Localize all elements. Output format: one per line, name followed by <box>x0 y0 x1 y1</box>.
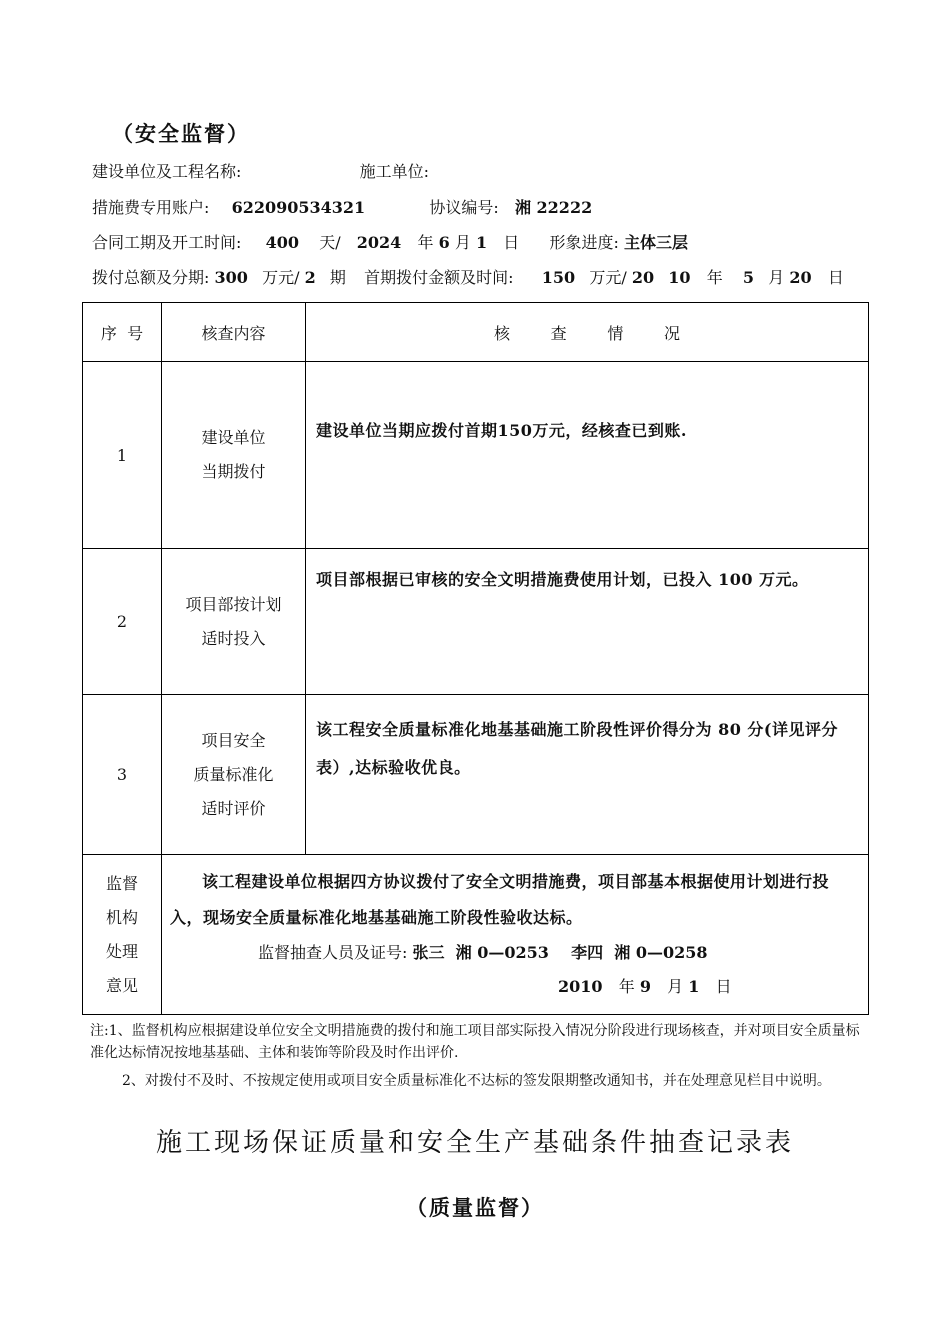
start-year: 2024 <box>356 233 402 252</box>
row-item <box>162 549 306 695</box>
header-detail: 核 查 情 况 <box>306 303 869 362</box>
table-row <box>83 549 869 695</box>
first-year-unit: 年 <box>706 268 723 287</box>
info-line-3 <box>92 231 688 255</box>
date-year: 2010 <box>558 976 603 996</box>
first-amount-unit: 万元/ <box>589 268 627 287</box>
inspector-names: 张三 湘 0—0253 李四 湘 0—0258 <box>412 942 708 962</box>
row-number: 2 <box>83 549 162 695</box>
first-month-unit: 月 <box>768 268 785 287</box>
date-month-unit: 月 <box>667 976 684 996</box>
progress-value: 主体三层 <box>623 233 688 252</box>
agreement-value: 湘 22222 <box>514 198 593 217</box>
row-item-line: 项目安全 <box>201 730 266 750</box>
date-year-unit: 年 <box>618 976 635 996</box>
contract-days: 400 <box>265 233 299 252</box>
opinion-label-line: 监督 <box>105 873 138 893</box>
row-detail: 项目部根据已审核的安全文明措施费使用计划，已投入 100 万元。 <box>306 549 869 695</box>
row-item-line: 适时评价 <box>201 798 266 818</box>
section-title: （安全监督） <box>112 121 250 146</box>
table-row <box>83 695 869 855</box>
inspection-table <box>82 302 869 1015</box>
info-line-2 <box>92 196 592 220</box>
start-month: 6 <box>438 233 450 252</box>
table-row <box>83 362 869 549</box>
payment-unit: 万元/ <box>262 268 300 287</box>
first-amount: 150 <box>541 268 576 287</box>
table-header-row <box>83 303 869 362</box>
contract-label: 合同工期及开工时间: <box>92 233 242 252</box>
note-1: 注:1、监督机构应根据建设单位安全文明措施费的拨付和施工项目部实际投入情况分阶段进行现场核查，并对项目安全质量标准化达标情况按地基基础、主体和装饰等阶段及时作出评价. <box>90 1023 860 1061</box>
opinion-content <box>162 855 869 1015</box>
info-line-1 <box>92 160 429 184</box>
date-month: 9 <box>639 976 651 996</box>
opinion-date <box>170 970 860 1004</box>
first-month: 5 <box>742 268 755 287</box>
row-item-line: 适时投入 <box>201 628 266 648</box>
row-item <box>162 695 306 855</box>
agreement-label: 协议编号: <box>429 198 499 217</box>
days-unit: 天/ <box>319 233 341 252</box>
account-value: 622090534321 <box>231 198 366 217</box>
date-day: 1 <box>688 976 700 996</box>
row-item-line: 建设单位 <box>201 428 266 447</box>
first-day: 20 <box>789 268 812 287</box>
opinion-text: 该工程建设单位根据四方协议拨付了安全文明措施费，项目部基本根据使用计划进行投入，现场安全质量标准化地基基础施工阶段性验收达标。 <box>170 871 830 927</box>
row-detail: 该工程安全质量标准化地基基础施工阶段性评价得分为 80 分(详见评分表）,达标验收优良。 <box>306 695 869 855</box>
row-item <box>162 362 306 549</box>
next-form-subtitle: （质量监督） <box>406 1195 544 1220</box>
first-year-a: 20 <box>631 268 655 287</box>
row-number: 3 <box>83 695 162 855</box>
row-detail: 建设单位当期应拨付首期150万元，经核查已到账. <box>306 362 869 549</box>
row-number: 1 <box>83 362 162 549</box>
inspector-line <box>170 936 860 970</box>
opinion-row <box>83 855 869 1015</box>
date-day-unit: 日 <box>715 976 732 996</box>
inspector-label: 监督抽查人员及证号: <box>258 942 408 962</box>
progress-label: 形象进度: <box>549 233 619 252</box>
opinion-label-line: 处理 <box>105 941 138 961</box>
header-item: 核查内容 <box>162 303 306 362</box>
header-number: 序 号 <box>83 303 162 362</box>
start-day: 1 <box>475 233 488 252</box>
month-unit: 月 <box>454 233 471 252</box>
contractor-label: 施工单位: <box>359 162 429 181</box>
row-item-line: 当期拨付 <box>201 462 266 481</box>
account-label: 措施费专用账户: <box>92 198 210 217</box>
period-unit: 期 <box>329 268 346 287</box>
info-line-4 <box>92 266 844 290</box>
payment-periods: 2 <box>304 268 316 287</box>
payment-label: 拨付总额及分期: <box>92 268 210 287</box>
opinion-label <box>83 855 162 1015</box>
next-form-title: 施工现场保证质量和安全生产基础条件抽查记录表 <box>155 1128 794 1158</box>
year-unit: 年 <box>417 233 434 252</box>
first-day-unit: 日 <box>827 268 844 287</box>
first-payment-label: 首期拨付金额及时间: <box>364 268 514 287</box>
day-unit: 日 <box>503 233 520 252</box>
payment-total: 300 <box>214 268 248 287</box>
first-year-b: 10 <box>668 268 691 287</box>
opinion-label-line: 机构 <box>105 907 138 927</box>
row-item-line: 质量标准化 <box>193 764 274 784</box>
opinion-label-line: 意见 <box>105 975 138 995</box>
note-2: 2、对拨付不及时、不按规定使用或项目安全质量标准化不达标的签发限期整改通知书，并在处理意见栏目中说明。 <box>122 1073 831 1089</box>
construction-unit-label: 建设单位及工程名称: <box>92 162 242 181</box>
row-item-line: 项目部按计划 <box>185 594 282 614</box>
